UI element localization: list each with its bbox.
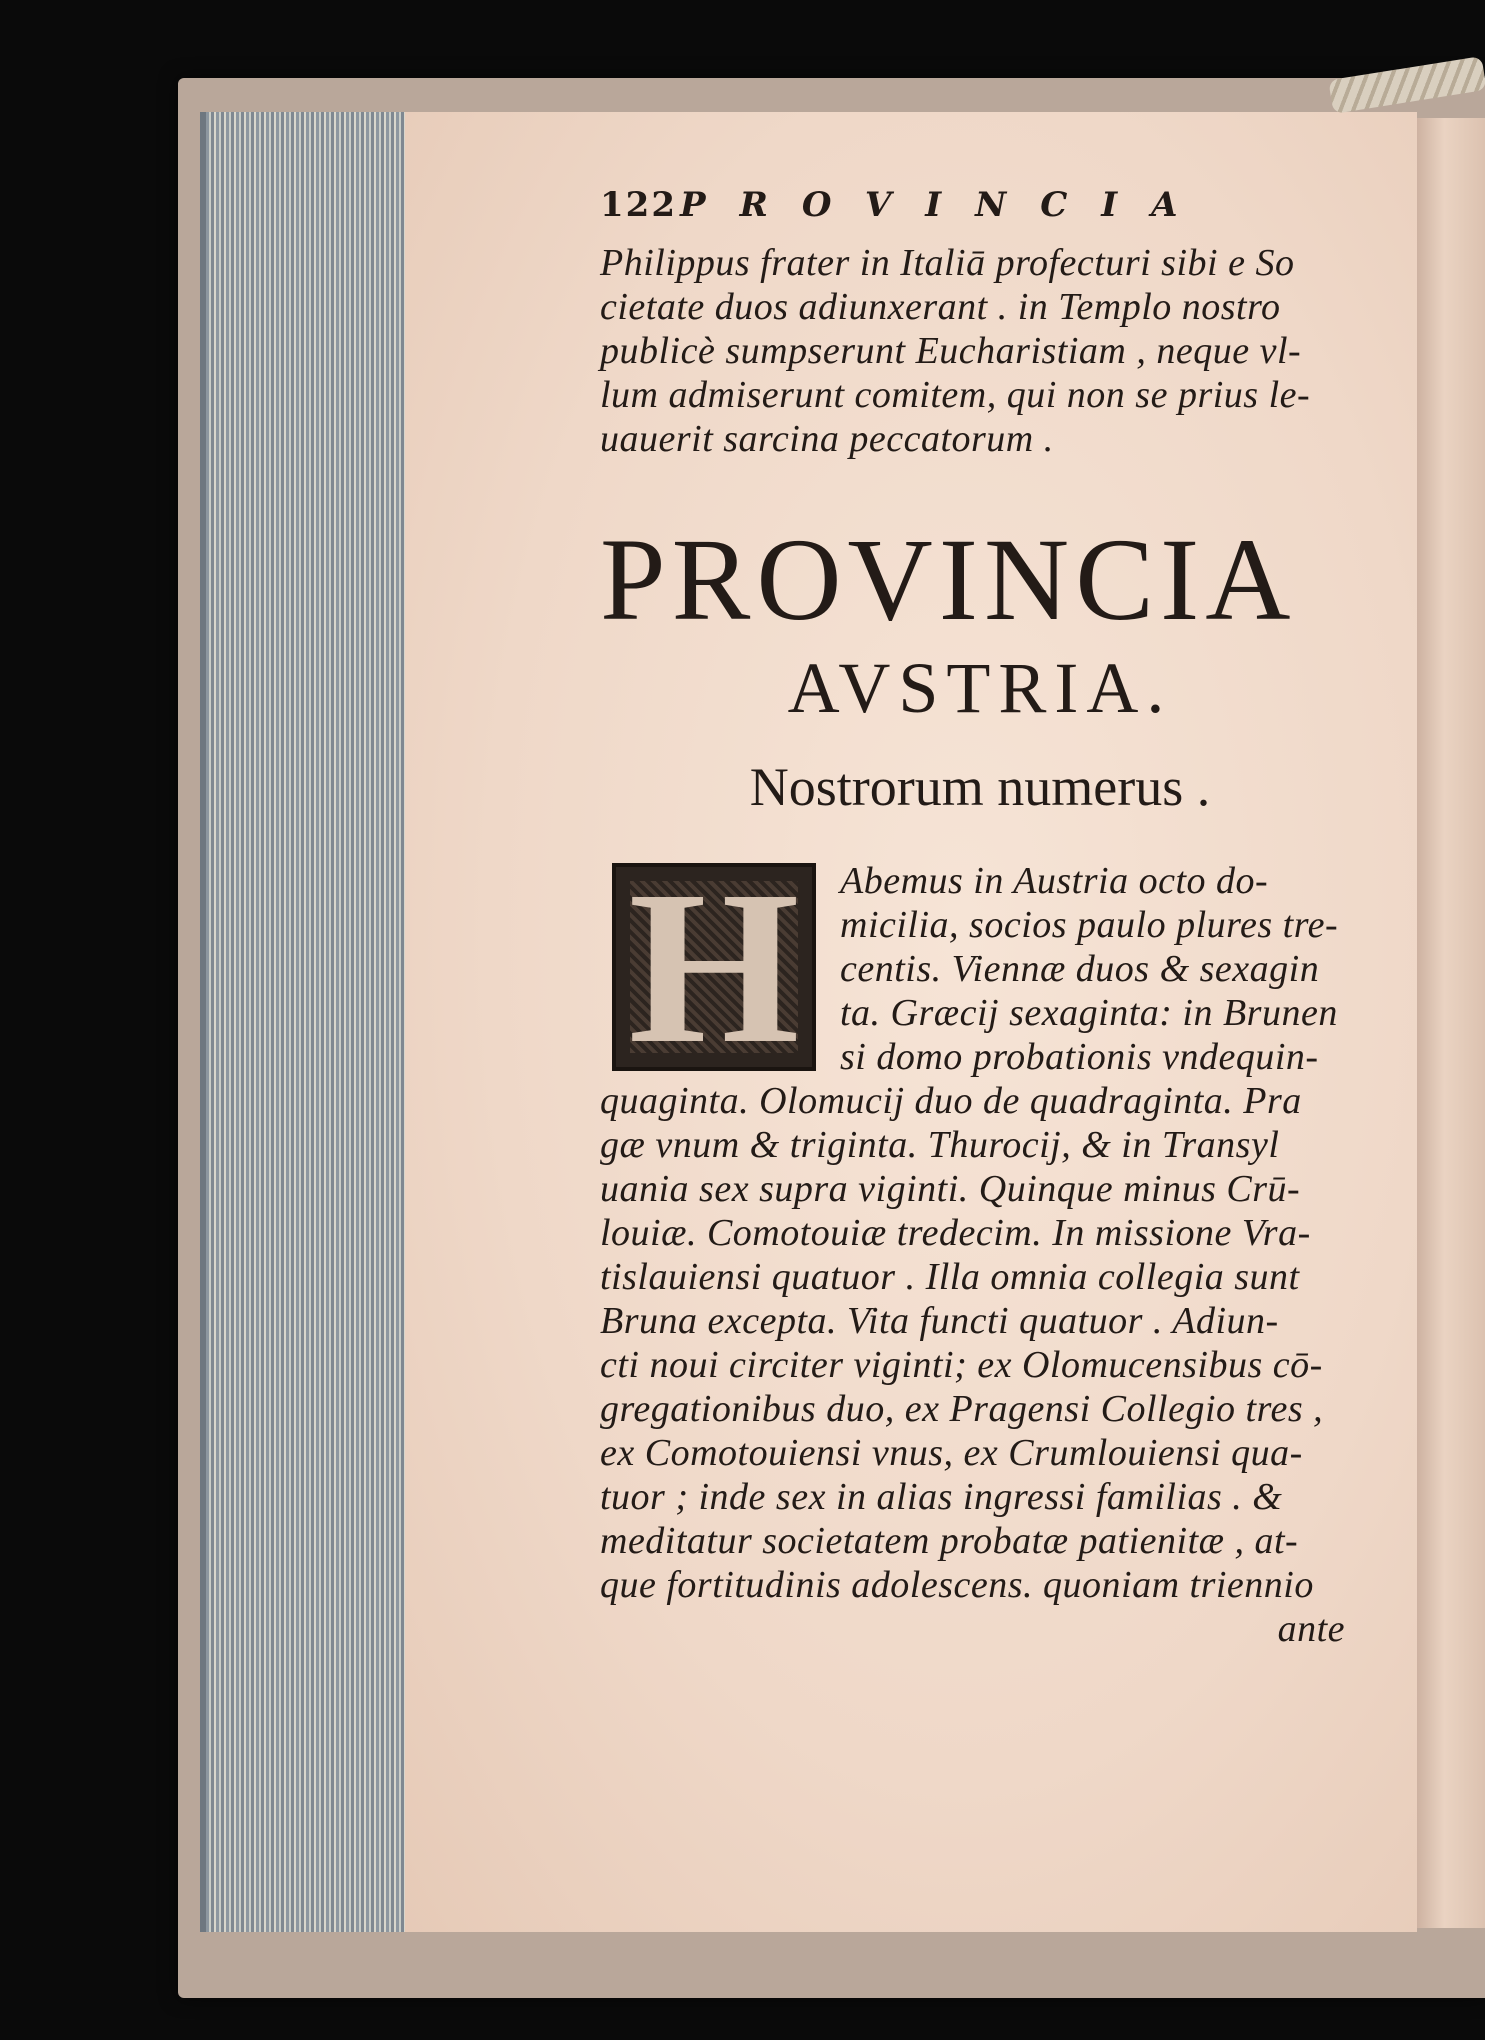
page-edges bbox=[200, 112, 416, 1932]
text-line: micilia, socios paulo plures tre- bbox=[840, 904, 1339, 946]
chapter-subtitle: AVSTRIA. bbox=[787, 648, 1173, 728]
text-line: quaginta. Olomucij duo de quadraginta. Pra bbox=[600, 1080, 1302, 1122]
text-line: centis. Viennæ duos & sexagin bbox=[840, 948, 1320, 990]
text-line: ex Comotouiensi vnus, ex Crumlouiensi qua- bbox=[600, 1432, 1303, 1474]
text-line: Philippus frater in Italiā profecturi sibi e So bbox=[600, 242, 1295, 284]
text-line: que fortitudinis adolescens. quoniam triennio bbox=[600, 1564, 1314, 1606]
text-line: ta. Græcij sexaginta: in Brunen bbox=[840, 992, 1338, 1034]
text-line: uania sex supra viginti. Quinque minus Crū- bbox=[600, 1168, 1301, 1210]
text-line: gregationibus duo, ex Pragensi Collegio tres , bbox=[600, 1388, 1324, 1430]
running-head bbox=[600, 185, 1400, 241]
text-line: tislauiensi quatuor . Illa omnia collegia sunt bbox=[600, 1256, 1300, 1298]
ornamental-initial-icon bbox=[612, 845, 816, 1089]
text-line: tuor ; inde sex in alias ingressi familias . & bbox=[600, 1476, 1283, 1518]
text-line: uauerit sarcina peccatorum . bbox=[600, 418, 1054, 460]
text-line: Abemus in Austria octo do- bbox=[840, 860, 1269, 902]
catchword: ante bbox=[1277, 1608, 1345, 1650]
text-line: si domo probationis vndequin- bbox=[840, 1036, 1319, 1078]
body-paragraph bbox=[600, 845, 1400, 1651]
text-line: gæ vnum & triginta. Thurocij, & in Transyl bbox=[600, 1124, 1280, 1166]
text-line: meditatur societatem probatæ patienitæ , at- bbox=[600, 1520, 1299, 1562]
text-line: publicè sumpserunt Eucharistiam , neque vl- bbox=[600, 330, 1302, 372]
text-line: cti noui circiter viginti; ex Olomucensibus cō- bbox=[600, 1344, 1323, 1386]
text-line: Bruna excepta. Vita functi quatuor . Adiun- bbox=[600, 1300, 1279, 1342]
drop-cap-letter: H bbox=[628, 845, 800, 1089]
chapter-title: PROVINCIA bbox=[600, 514, 1297, 645]
text-line: lum admiserunt comitem, qui non se prius le- bbox=[600, 374, 1311, 416]
running-head-title: PROVINCIA bbox=[680, 185, 1212, 225]
facing-page-edge bbox=[1417, 118, 1485, 1928]
page-number: 122 bbox=[600, 185, 677, 225]
text-line: louiæ. Comotouiæ tredecim. In missione Vra- bbox=[600, 1212, 1311, 1254]
intro-paragraph bbox=[600, 241, 1400, 461]
text-line: cietate duos adiunxerant . in Templo nostro bbox=[600, 286, 1281, 328]
section-heading: Nostrorum numerus . bbox=[749, 757, 1211, 817]
page-content bbox=[600, 185, 1400, 1651]
